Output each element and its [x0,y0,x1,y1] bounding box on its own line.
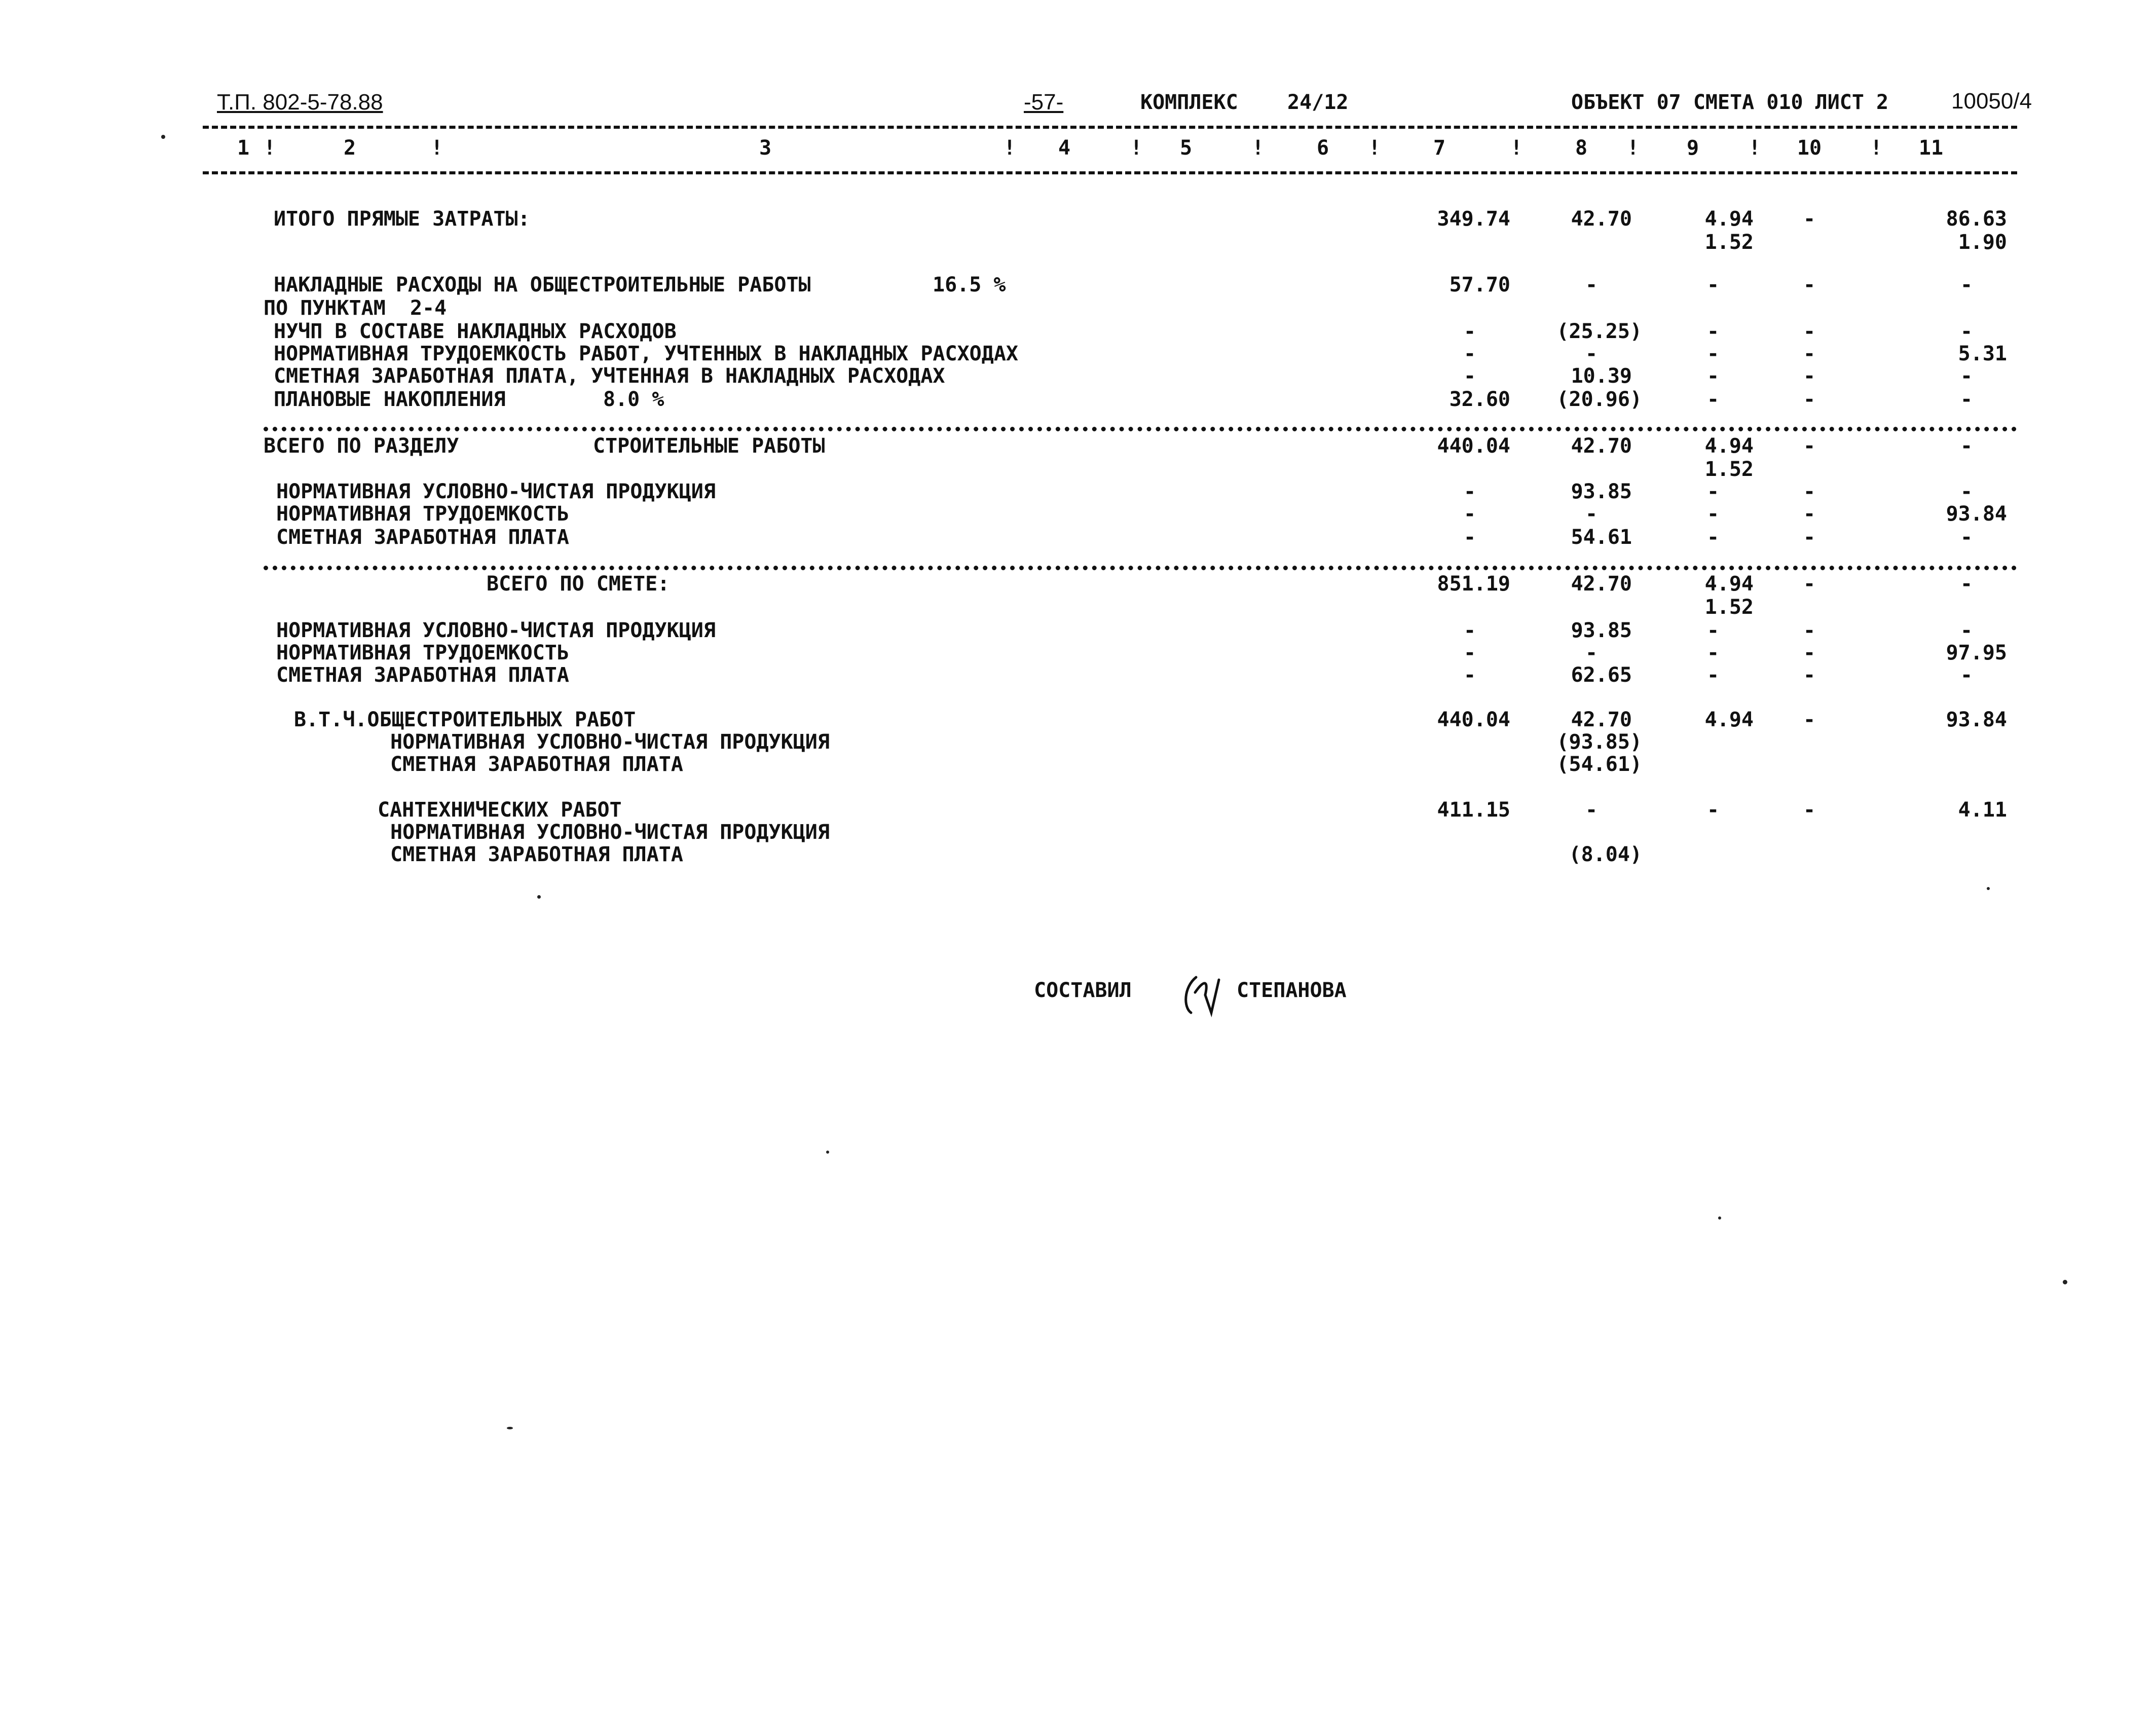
header-rule-top [203,126,2017,129]
cell-c8: (25.25) [1556,320,1642,343]
object-info: ОБЪЕКТ 07 СМЕТА 010 ЛИСТ 2 [1571,91,1889,114]
scan-speck [2063,1280,2067,1284]
cell-c9: 4.94 [1704,434,1754,458]
cell-c10: - [1803,434,1816,458]
cell-c9: - [1706,480,1720,503]
row-label: СМЕТНАЯ ЗАРАБОТНАЯ ПЛАТА [390,843,683,866]
col-num: 7 [1433,136,1446,160]
cell-c7: - [1463,342,1476,365]
cell-c10: - [1803,708,1816,731]
row-label: НОРМАТИВНАЯ УСЛОВНО-ЧИСТАЯ ПРОДУКЦИЯ [390,730,830,754]
cell-c8: (20.96) [1556,388,1642,411]
cell-c11: 86.63 [1946,207,2007,231]
cell-c11: 93.84 [1946,502,2007,526]
col-num: 8 [1575,136,1588,160]
scan-speck [507,1427,513,1429]
cell-c8: 93.85 [1571,480,1632,503]
col-num: 2 [343,136,356,160]
cell-c11: 4.11 [1958,798,2007,822]
col-separator: ! [431,136,443,160]
row-label: СМЕТНАЯ ЗАРАБОТНАЯ ПЛАТА [276,663,569,687]
cell-c7: 440.04 [1437,434,1510,458]
compiled-by-label: СОСТАВИЛ [1034,979,1132,1002]
cell-c7: 32.60 [1449,388,1510,411]
row-label: ВСЕГО ПО СМЕТЕ: [487,572,670,596]
cell-c8: - [1585,641,1598,664]
cell-c10: - [1803,388,1816,411]
row-label: НУЧП В СОСТАВЕ НАКЛАДНЫХ РАСХОДОВ [274,320,677,343]
cell-c7: - [1463,663,1476,687]
col-separator: ! [1510,136,1523,160]
cell-c7: - [1463,364,1476,388]
cell-c9: 1.52 [1704,458,1754,481]
col-separator: ! [1130,136,1143,160]
cell-c9: - [1706,388,1720,411]
cell-c10: - [1803,526,1816,549]
tp-number: Т.П. 802-5-78.88 [217,90,383,115]
col-num: 5 [1179,136,1193,160]
col-num: 6 [1316,136,1329,160]
cell-c9: - [1706,364,1720,388]
row-label: ПЛАНОВЫЕ НАКОПЛЕНИЯ [274,388,506,411]
cell-c8: 42.70 [1571,572,1632,596]
row-label: ИТОГО ПРЯМЫЕ ЗАТРАТЫ: [274,207,530,231]
cell-c8: (93.85) [1556,730,1642,754]
scan-speck [1718,1216,1721,1220]
cell-c11: - [1960,480,1973,503]
cell-c10: - [1803,641,1816,664]
cell-c7: - [1463,619,1476,642]
row-label: ВСЕГО ПО РАЗДЕЛУ [264,434,459,458]
row-label: СМЕТНАЯ ЗАРАБОТНАЯ ПЛАТА [390,753,683,776]
cell-c8: (54.61) [1556,753,1642,776]
page-number: -57- [1024,90,1064,115]
col-num: 3 [759,136,772,160]
row-label: НОРМАТИВНАЯ УСЛОВНО-ЧИСТАЯ ПРОДУКЦИЯ [276,619,716,642]
cell-c7: - [1463,526,1476,549]
row-label: НАКЛАДНЫЕ РАСХОДЫ НА ОБЩЕСТРОИТЕЛЬНЫЕ РАБОТЫ [274,273,811,297]
cell-c9: - [1706,641,1720,664]
cell-c10: - [1803,342,1816,365]
cell-c9: 4.94 [1704,708,1754,731]
cell-c9: - [1706,619,1720,642]
cell-c7: 440.04 [1437,708,1510,731]
row-percent: 8.0 % [603,388,664,411]
cell-c8: 42.70 [1571,708,1632,731]
cell-c10: - [1803,663,1816,687]
cell-c9: - [1706,320,1720,343]
cell-c10: - [1803,572,1816,596]
scan-speck [161,135,165,139]
row-label: НОРМАТИВНАЯ ТРУДОЕМКОСТЬ РАБОТ, УЧТЕННЫХ В НАКЛАДНЫХ РАСХОДАХ [274,342,1019,365]
row-label: НОРМАТИВНАЯ УСЛОВНО-ЧИСТАЯ ПРОДУКЦИЯ [390,821,830,844]
cell-c7: 851.19 [1437,572,1510,596]
cell-c11: - [1960,663,1973,687]
cell-c11: - [1960,572,1973,596]
complex-label: КОМПЛЕКС [1140,91,1238,114]
complex-number: 24/12 [1287,91,1349,114]
scan-speck [537,895,541,899]
cell-c11: 5.31 [1958,342,2007,365]
cell-c10: - [1803,320,1816,343]
cell-c11: 1.90 [1958,231,2007,254]
cell-c9: - [1706,273,1720,297]
cell-c7: - [1463,641,1476,664]
archive-number: 10050/4 [1951,89,2032,114]
cell-c10: - [1803,480,1816,503]
cell-c10: - [1803,502,1816,526]
cell-c7: - [1463,480,1476,503]
scan-speck [826,1151,829,1154]
cell-c11: - [1960,526,1973,549]
cell-c7: - [1463,502,1476,526]
cell-c10: - [1803,619,1816,642]
compiled-by-name: СТЕПАНОВА [1237,979,1347,1002]
col-num: 9 [1686,136,1699,160]
cell-c11: 97.95 [1946,641,2007,664]
col-num: 10 [1797,136,1822,160]
cell-c8: - [1585,342,1598,365]
col-num: 4 [1058,136,1071,160]
row-label: СМЕТНАЯ ЗАРАБОТНАЯ ПЛАТА [276,526,569,549]
row-label: НОРМАТИВНАЯ ТРУДОЕМКОСТЬ [276,502,569,526]
cell-c9: - [1706,502,1720,526]
cell-c10: - [1803,364,1816,388]
col-separator: ! [1368,136,1381,160]
header-rule-bottom [203,171,2017,174]
cell-c7: 349.74 [1437,207,1510,231]
cell-c9: - [1706,342,1720,365]
row-sublabel: ПО ПУНКТАМ 2-4 [264,297,447,320]
cell-c10: - [1803,798,1816,822]
cell-c8: 54.61 [1571,526,1632,549]
col-separator: ! [1252,136,1265,160]
col-separator: ! [1749,136,1761,160]
cell-c9: 1.52 [1704,231,1754,254]
row-label: СМЕТНАЯ ЗАРАБОТНАЯ ПЛАТА, УЧТЕННАЯ В НАКЛАДНЫХ РАСХОДАХ [274,364,945,388]
section-name: СТРОИТЕЛЬНЫЕ РАБОТЫ [593,434,825,458]
cell-c8: 42.70 [1571,434,1632,458]
cell-c9: 1.52 [1704,596,1754,619]
cell-c7: - [1463,320,1476,343]
cell-c9: 4.94 [1704,207,1754,231]
cell-c8: - [1585,798,1598,822]
cell-c11: 93.84 [1946,708,2007,731]
signature-mark [1181,972,1221,1018]
cell-c8: 93.85 [1571,619,1632,642]
cell-c9: 4.94 [1704,572,1754,596]
col-separator: ! [1870,136,1883,160]
cell-c8: 62.65 [1571,663,1632,687]
cell-c8: 10.39 [1571,364,1632,388]
cell-c11: - [1960,388,1973,411]
cell-c7: 411.15 [1437,798,1510,822]
col-separator: ! [1004,136,1016,160]
cell-c8: 42.70 [1571,207,1632,231]
cell-c9: - [1706,798,1720,822]
cell-c11: - [1960,619,1973,642]
cell-c11: - [1960,364,1973,388]
cell-c11: - [1960,273,1973,297]
col-separator: ! [1627,136,1640,160]
row-label: НОРМАТИВНАЯ УСЛОВНО-ЧИСТАЯ ПРОДУКЦИЯ [276,480,716,503]
section-divider [264,427,2017,431]
cell-c8: - [1585,502,1598,526]
cell-c10: - [1803,273,1816,297]
col-num: 11 [1918,136,1944,160]
col-num: 1 [237,136,250,160]
cell-c9: - [1706,663,1720,687]
cell-c10: - [1803,207,1816,231]
row-label: В.Т.Ч.ОБЩЕСТРОИТЕЛЬНЫХ РАБОТ [294,708,636,731]
cell-c11: - [1960,434,1973,458]
cell-c11: - [1960,320,1973,343]
scan-speck [1987,887,1990,890]
col-separator: ! [264,136,276,160]
row-label: НОРМАТИВНАЯ ТРУДОЕМКОСТЬ [276,641,569,664]
section-divider [264,566,2017,570]
cell-c7: 57.70 [1449,273,1510,297]
cell-c8: (8.04) [1569,843,1642,866]
cell-c9: - [1706,526,1720,549]
cell-c8: - [1585,273,1598,297]
row-label: САНТЕХНИЧЕСКИХ РАБОТ [378,798,622,822]
row-percent: 16.5 % [933,273,1006,297]
